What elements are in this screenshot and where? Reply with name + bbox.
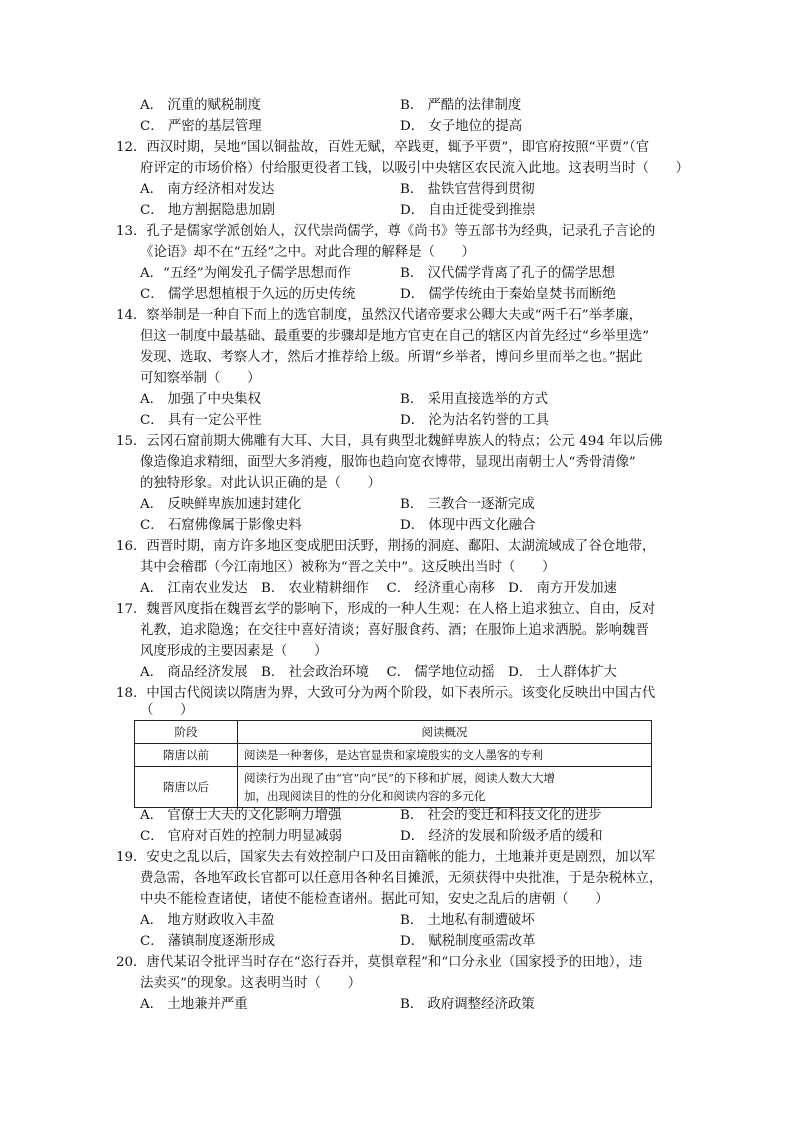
table-header-stage: 阶段 bbox=[135, 721, 238, 744]
q19-option-b: B． 土地私有制遭破坏 bbox=[400, 913, 535, 928]
table-header-overview: 阅读概况 bbox=[238, 721, 652, 744]
q13-stem-line2: 《论语》却不在“五经”之中。对此合理的解释是（ ） bbox=[140, 245, 476, 260]
q11-option-b: B． 严酷的法律制度 bbox=[400, 98, 522, 113]
q13-option-a: A．“五经”为阐发孔子儒学思想而作 bbox=[140, 266, 351, 281]
table-row bbox=[135, 767, 652, 808]
q17-stem-line3: 风度形成的主要因素是（ ） bbox=[140, 644, 328, 659]
q17-stem-line1: 17．魏晋风度指在魏晋玄学的影响下，形成的一种人生观：在人格上追求独立、自由，反对 bbox=[116, 602, 656, 617]
q14-option-b: B． 采用直接选举的方式 bbox=[400, 392, 549, 407]
q14-stem-line2: 但这一制度中最基础、最重要的步骤却是地方官吏在自己的辖区内首先经过“乡举里选” bbox=[140, 329, 650, 344]
q15-option-b: B． 三教合一逐渐完成 bbox=[400, 497, 535, 512]
q12-option-c: C． 地方割据隐患加剧 bbox=[140, 203, 276, 218]
q20-option-b: B． 政府调整经济政策 bbox=[400, 997, 535, 1012]
q14-option-a: A． 加强了中央集权 bbox=[140, 392, 262, 407]
table-cell-overview bbox=[238, 767, 652, 808]
q18-stem-line2: （ ） bbox=[140, 703, 194, 718]
q13-stem-line1: 13．孔子是儒家学派创始人，汉代崇尚儒学，尊《尚书》等五部书为经典，记录孔子言论的 bbox=[116, 224, 656, 239]
q20-stem-line1: 20．唐代某诏令批评当时存在“恣行吞并，莫惧章程”和“口分永业（国家授予的田地），违 bbox=[116, 955, 643, 970]
q15-stem-line3: 的独特形象。对此认识正确的是（ ） bbox=[140, 476, 382, 491]
q19-option-c: C． 藩镇制度逐渐形成 bbox=[140, 934, 276, 949]
q13-option-d: D． 儒学传统由于秦始皇焚书而断绝 bbox=[400, 287, 616, 302]
q19-stem-line2: 费急需，各地军政长官都可以任意用各种名目摊派，无须获得中央批准，于是杂税林立， bbox=[140, 871, 663, 886]
q14-stem-line3: 发现、选取、考察人才，然后才推荐给上级。所谓“乡举者，博问乡里而举之也。”据此 bbox=[140, 350, 643, 365]
q17-options: A． 商品经济发展 B． 社会政治环境 C． 儒学地位动摇 D． 士人群体扩大 bbox=[140, 665, 617, 680]
q15-stem-line1: 15．云冈石窟前期大佛雕有大耳、大目，具有典型北魏鲜卑族人的特点；公元 494 年以后佛 bbox=[116, 434, 663, 449]
q20-option-a: A． 土地兼并严重 bbox=[140, 997, 248, 1012]
q15-option-d: D． 体现中西文化融合 bbox=[400, 518, 536, 533]
q18-stem-line1: 18．中国古代阅读以隋唐为界，大致可分为两个阶段，如下表所示。该变化反映出中国古代 bbox=[116, 686, 656, 701]
q12-option-b: B． 盐铁官营得到贯彻 bbox=[400, 182, 535, 197]
q12-stem-line1: 12．西汉时期，吴地“国以铜盐故，百姓无赋，卒践更，辄予平贾”，即官府按照“平贾”（官 bbox=[116, 140, 650, 155]
q15-option-a: A． 反映鲜卑族加速封建化 bbox=[140, 497, 302, 512]
q14-option-d: D． 沦为沽名钓誉的工具 bbox=[400, 413, 549, 428]
table-cell-overview: 阅读是一种奢侈，是达官显贵和家境殷实的文人墨客的专利 bbox=[238, 744, 652, 767]
table-row bbox=[135, 744, 652, 767]
q12-stem-line2: 府评定的市场价格）付给服更役者工钱，以吸引中央辖区农民流入此地。这表明当时（ ） bbox=[140, 161, 690, 176]
q14-stem-line4: 可知察举制（ ） bbox=[140, 371, 261, 386]
reading-table bbox=[134, 720, 652, 808]
q19-stem-line1: 19．安史之乱以后，国家失去有效控制户口及田亩籍帐的能力，土地兼并更是剧烈，加以军 bbox=[116, 850, 656, 865]
q18-option-b: B． 社会的变迁和科技文化的进步 bbox=[400, 808, 602, 823]
table-cell-overview-line2: 加，出现阅读目的性的分化和阅读内容的多元化 bbox=[244, 789, 486, 803]
q19-option-d: D． 赋税制度亟需改革 bbox=[400, 934, 536, 949]
q18-option-c: C． 官府对百姓的控制力明显减弱 bbox=[140, 829, 342, 844]
table-cell-overview-line1: 阅读行为出现了由“官”向“民”的下移和扩展，阅读人数大大增 bbox=[244, 771, 556, 785]
table-cell-stage: 隋唐以前 bbox=[135, 744, 238, 767]
q14-stem-line1: 14．察举制是一种自下而上的选官制度，虽然汉代诸帝要求公卿大夫或“两千石”举孝廉， bbox=[116, 308, 643, 323]
q12-option-d: D． 自由迁徙受到推崇 bbox=[400, 203, 536, 218]
q15-stem-line2: 像造像追求精细，面型大多消瘦，服饰也趋向宽衣博带，显现出南朝士人“秀骨清像” bbox=[140, 455, 636, 470]
q18-option-d: D． 经济的发展和阶级矛盾的缓和 bbox=[400, 829, 603, 844]
q14-option-c: C． 具有一定公平性 bbox=[140, 413, 262, 428]
q13-option-c: C． 儒学思想植根于久远的历史传统 bbox=[140, 287, 356, 302]
q16-options: A． 江南农业发达 B． 农业精耕细作 C． 经济重心南移 D． 南方开发加速 bbox=[140, 581, 617, 596]
q19-stem-line3: 中央不能检查诸使，诸使不能检查诸州。据此可知，安史之乱后的唐朝（ ） bbox=[140, 892, 609, 907]
table-cell-stage: 隋唐以后 bbox=[135, 767, 238, 808]
q19-option-a: A． 地方财政收入丰盈 bbox=[140, 913, 275, 928]
q11-option-c: C． 严密的基层管理 bbox=[140, 119, 262, 134]
q18-option-a: A． 官僚士大夫的文化影响力增强 bbox=[140, 808, 342, 823]
q12-option-a: A． 南方经济相对发达 bbox=[140, 182, 275, 197]
q20-stem-line2: 法卖买”的现象。这表明当时（ ） bbox=[140, 976, 362, 991]
q11-option-a: A． 沉重的赋税制度 bbox=[140, 98, 262, 113]
q13-option-b: B． 汉代儒学背离了孔子的儒学思想 bbox=[400, 266, 615, 281]
q16-stem-line1: 16．西晋时期，南方许多地区变成肥田沃野，荆扬的洞庭、鄱阳、太湖流域成了谷仓地带， bbox=[116, 539, 656, 554]
q17-stem-line2: 礼教，追求隐逸；在交往中喜好清谈；喜好服食药、酒；在服饰上追求洒脱。影响魏晋 bbox=[140, 623, 649, 638]
q16-stem-line2: 其中会稽郡（今江南地区）被称为“晋之关中”。这反映出当时（ ） bbox=[140, 560, 556, 575]
q11-option-d: D． 女子地位的提高 bbox=[400, 119, 523, 134]
table-header-row bbox=[135, 721, 652, 744]
q15-option-c: C． 石窟佛像属于影像史料 bbox=[140, 518, 302, 533]
